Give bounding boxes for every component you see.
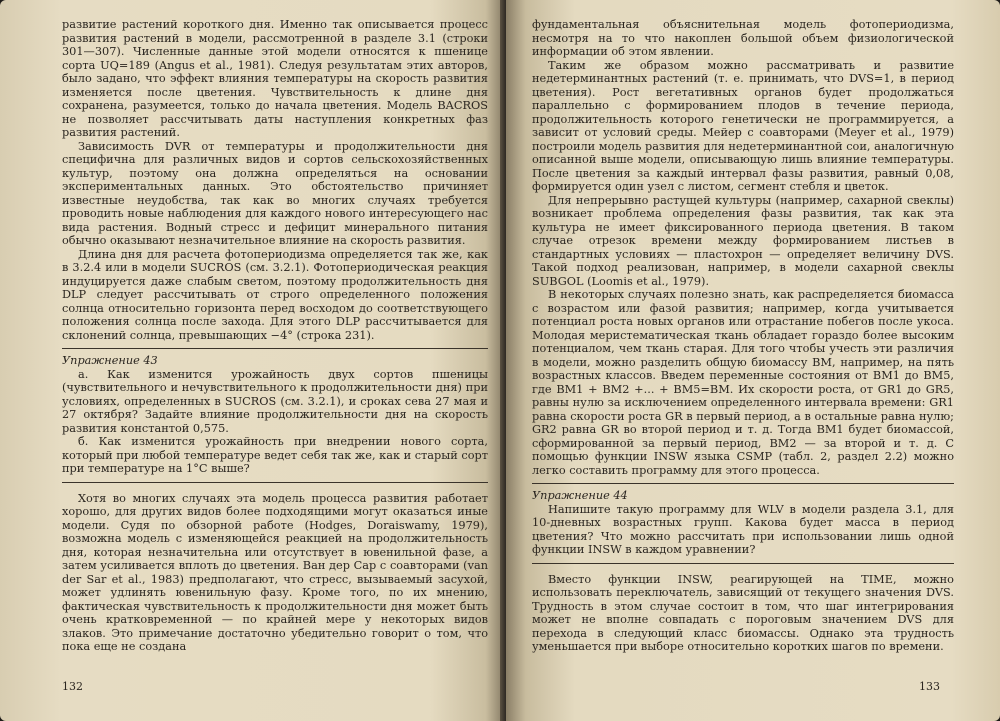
divider	[62, 348, 488, 349]
paragraph: Вместо функции INSW, реагирующей на TIME, можно использовать переключатель, зависящий от текущего значения DVS. Трудность в этом случае состоит в том, что шаг интегрирования может не вполне совпадать с пороговым значением DVS для перехода в следующий класс биомассы. Однако эта трудность уменьшается при выборе относительно коротких шагов по времени.	[532, 572, 954, 653]
right-top-text	[532, 18, 954, 477]
paragraph: Таким же образом можно рассматривать и развитие недетерминантных растений (т. е. принимать, что DVS=1, в период цветения). Рост вегетативных органов будет продолжаться параллельно с формированием плодов в течение периода, продолжительность которого генетически не программируется, а зависит от условий среды. Мейер с соавторами (Meyer et al., 1979) построили модель развития для недетерминантной сои, аналогичную описанной выше модели, описывающую лишь влияние температуры. После цветения за каждый интервал фазы развития, равный 0,08, формируется один узел с листом, сегмент стебля и цветок.	[532, 58, 954, 193]
exercise-block	[532, 489, 954, 557]
paragraph: Зависимость DVR от температуры и продолжительности дня специфична для различных видов и сортов сельскохозяйственных культур, поэтому она должна определяться на основании экспериментальных данных. Это обстоятельство причиняет известные неудобства, так как во многих случаях требуется проводить новые наблюдения для каждого нового интересующего нас вида растения. Водный стресс и дефицит минерального питания обычно оказывают незначительное влияние на скорость развития.	[62, 139, 488, 247]
divider	[62, 482, 488, 483]
exercise-title: Упражнение 44	[532, 489, 628, 502]
page-number: 132	[62, 680, 83, 693]
right-page	[506, 0, 1000, 721]
exercise-block	[62, 354, 488, 476]
divider	[532, 563, 954, 564]
left-top-text	[62, 18, 488, 342]
right-bottom-text	[532, 573, 954, 654]
paragraph: Длина дня для расчета фотопериодизма определяется так же, как в 3.2.4 или в модели SUCROS (см. 3.2.1). Фотопериодическая реакция индуцируется даже слабым светом, поэтому продолжительность дня DLP следует рассчитывать от строго определенного положения солнца относительно горизонта перед восходом до соответствующего положения солнца после захода. Для этого DLP рассчитывается для склонений солнца, превышающих −4° (строка 231).	[62, 247, 488, 342]
exercise-item: а. Как изменится урожайность двух сортов пшеницы (чувствительного и нечувствительного к продолжительности дня) при условиях, определенных в SUCROS (см. 3.2.1), и сроках сева 27 мая и 27 октября? Задайте влияние продолжительности дня на скорость развития константой 0,575.	[62, 367, 488, 435]
left-bottom-text	[62, 492, 488, 654]
paragraph: Для непрерывно растущей культуры (например, сахарной свеклы) возникает проблема определения фазы развития, так как эта культура не имеет фиксированного периода цветения. В таком случае отрезок времени между формированием листьев в стандартных условиях — пластохрон — определяет величину DVS. Такой подход реализован, например, в модели сахарной свеклы SUBGOL (Loomis et al., 1979).	[532, 193, 954, 288]
exercise-item: Напишите такую программу для WLV в модели раздела 3.1, для 10-дневных возрастных групп. Какова будет масса в период цветения? Что можно рассчитать при использовании лишь одной функции INSW в каждом уравнении?	[532, 502, 954, 556]
paragraph: Хотя во многих случаях эта модель процесса развития работает хорошо, для других видов более подходящими могут оказаться иные модели. Судя по обзорной работе (Hodges, Doraiswamy, 1979), возможна модель с изменяющейся реакцией на продолжительность дня, которая незначительна или отсутствует в ювенильной фазе, а затем усиливается вплоть до цветения. Ван дер Сар с соавторами (van der Sar et al., 1983) предполагают, что стресс, вызываемый засухой, может удлинять ювенильную фазу. Кроме того, по их мнению, фактическая чувствительность к продолжительности дня может быть очень кратковременной — по крайней мере у некоторых видов злаков. Это примечание достаточно убедительно говорит о том, что пока еще не создана	[62, 491, 488, 653]
paragraph: развитие растений короткого дня. Именно так описывается процесс развития растений в модели, рассмотренной в разделе 3.1 (строки 301—307). Численные данные этой модели относятся к пшенице сорта UQ=189 (Angus et al., 1981). Следуя результатам этих авторов, было задано, что эффект влияния температуры на скорость развития изменяется после цветения. Чувствительность к длине дня сохранена, разумеется, только до начала цветения. Модель BACROS не позволяет рассчитывать даты наступления конкретных фаз развития растений.	[62, 18, 488, 139]
exercise-title: Упражнение 43	[62, 354, 158, 367]
page-number: 133	[919, 680, 940, 693]
paragraph: В некоторых случаях полезно знать, как распределяется биомасса с возрастом или фазой развития; например, когда учитывается потенциал роста новых органов или отрастание побегов после укоса. Молодая меристематическая ткань обладает гораздо более высоким потенциалом, чем ткань старая. Для того чтобы учесть эти различия в модели, можно разделить общую биомассу BM, например, на пять возрастных классов. Введем переменные состояния от BM1 до BM5, где BM1 + BM2 +... + BM5=BM. Их скорости роста, от GR1 до GR5, равны нулю за исключением определенного интервала времени: GR1 равна скорости роста GR в первый период, а в остальные равна нулю; GR2 равна GR во второй период и т. д. Тогда BM1 будет биомассой, сформированной за первый период, BM2 — за второй и т. д. С помощью функции INSW языка CSMP (табл. 2, раздел 2.2) можно легко составить программу для этого процесса.	[532, 288, 954, 477]
paragraph: фундаментальная объяснительная модель фотопериодизма, несмотря на то что накоплен большой объем физиологической информации об этом явлении.	[532, 18, 954, 58]
divider	[532, 483, 954, 484]
exercise-item: б. Как изменится урожайность при внедрении нового сорта, который при любой температуре ведет себя так же, как и старый сорт при температуре на 1°С выше?	[62, 435, 488, 475]
